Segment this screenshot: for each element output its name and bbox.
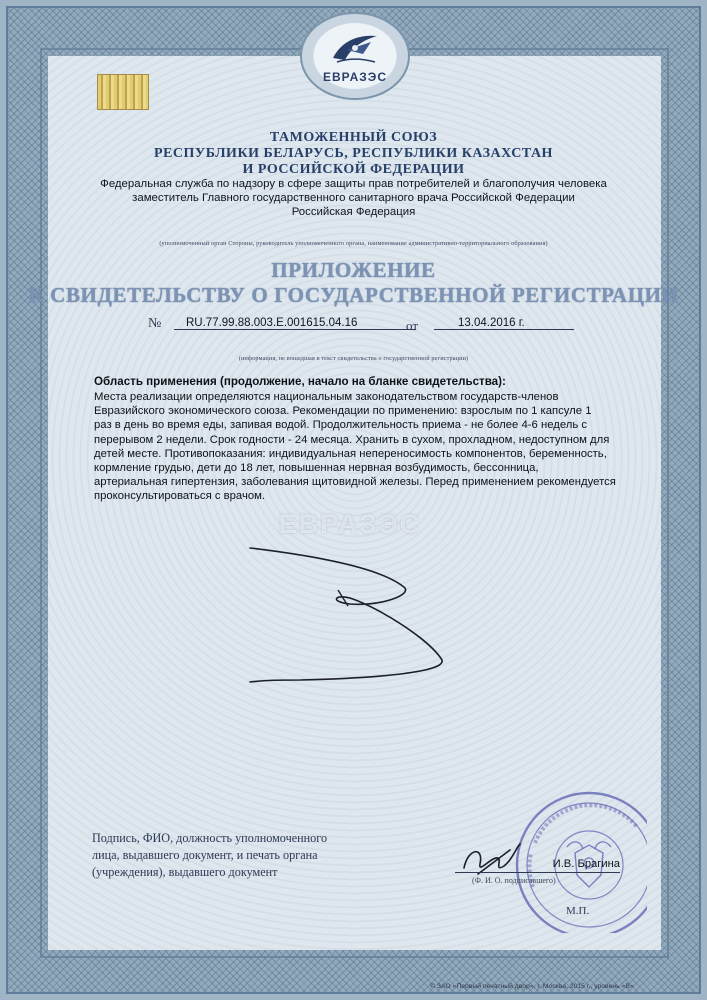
agency-line: Федеральная служба по надзору в сфере защиты прав потребителей и благополучия человека (100, 178, 607, 190)
signer-name: И.В. Брагина (455, 858, 620, 873)
scope-heading: Область применения (продолжение, начало на бланке свидетельства): (94, 375, 506, 388)
agency-caption: (уполномоченный орган Стороны, руководитель уполномоченного органа, наименование административно-территориального образования) (159, 240, 548, 247)
footer-line: (учреждения), выдавшего документ (92, 865, 278, 879)
scope-line: артериальная гипертензия, заболевания щитовидной железы. Перед применением рекомендуется (94, 476, 616, 489)
z-mark-strike (230, 540, 470, 690)
signature-description (92, 830, 330, 881)
eurasec-emblem-icon (327, 28, 383, 68)
scope-line: Места реализации определяются национальным законодательством государств-членов (94, 391, 559, 403)
registration-caption: (информация, не вошедшая в текст свидетельства о государственной регистрации) (238, 355, 469, 362)
agency-line: заместитель Главного государственного санитарного врача Российской Федерации (132, 192, 575, 204)
union-line: РЕСПУБЛИКИ БЕЛАРУСЬ, РЕСПУБЛИКИ КАЗАХСТАН (154, 146, 553, 161)
scope-line: Евразийского экономического союза. Рекомендации по применению: взрослым по 1 капсуле 1 (94, 405, 592, 418)
union-line: ТАМОЖЕННЫЙ СОЮЗ (269, 130, 438, 145)
agency-line: Российская Федерация (291, 206, 416, 218)
printer-credit: © ЗАО «Первый печатный двор», г. Москва, 2015 г., уровень «В» (430, 983, 634, 990)
union-line: И РОССИЙСКОЙ ФЕДЕРАЦИИ (242, 162, 465, 177)
registration-date: 13.04.2016 г. (434, 317, 574, 330)
footer-line: лица, выдавшего документ, и печать органа (92, 848, 318, 862)
scope-line: перерывом 2 недели. Срок годности - 24 месяца. Хранить в сухом, прохладном, недоступном для (94, 433, 610, 446)
customs-union-title (0, 130, 707, 178)
scope-section (94, 374, 640, 504)
scope-line: детей месте. Противопоказания: индивидуальная непереносимость компонентов, беременность, (94, 447, 607, 460)
footer-line: Подпись, ФИО, должность уполномоченного (92, 831, 328, 845)
eurasec-watermark: ЕВРАЗЭС (278, 509, 422, 539)
scope-line: кормление грудью, дети до 18 лет, повышенная нервная возбудимость, бессонница, (94, 462, 539, 475)
annex-title-line: ПРИЛОЖЕНИЕ (271, 258, 436, 282)
scope-line: проконсультироваться с врачом. (94, 490, 266, 503)
stamp-place-label: М.П. (566, 905, 590, 917)
scope-text (94, 390, 640, 504)
annex-title (0, 258, 707, 308)
scope-line: раз в день во время еды, запивая водой. Продолжительность приема - не более 4-6 недель с (94, 419, 587, 432)
date-label: от (406, 318, 419, 333)
eurasec-emblem (300, 12, 410, 100)
emblem-label: ЕВРАЗЭС (322, 70, 387, 84)
hologram-sticker (97, 74, 149, 110)
registration-number: RU.77.99.88.003.Е.001615.04.16 (174, 317, 416, 330)
issuing-agency (0, 177, 707, 219)
signer-caption: (Ф. И. О. подписавшего) (472, 876, 556, 885)
number-label: № (148, 316, 162, 331)
annex-title-line: К СВИДЕТЕЛЬСТВУ О ГОСУДАРСТВЕННОЙ РЕГИСТРАЦИИ (28, 283, 679, 307)
